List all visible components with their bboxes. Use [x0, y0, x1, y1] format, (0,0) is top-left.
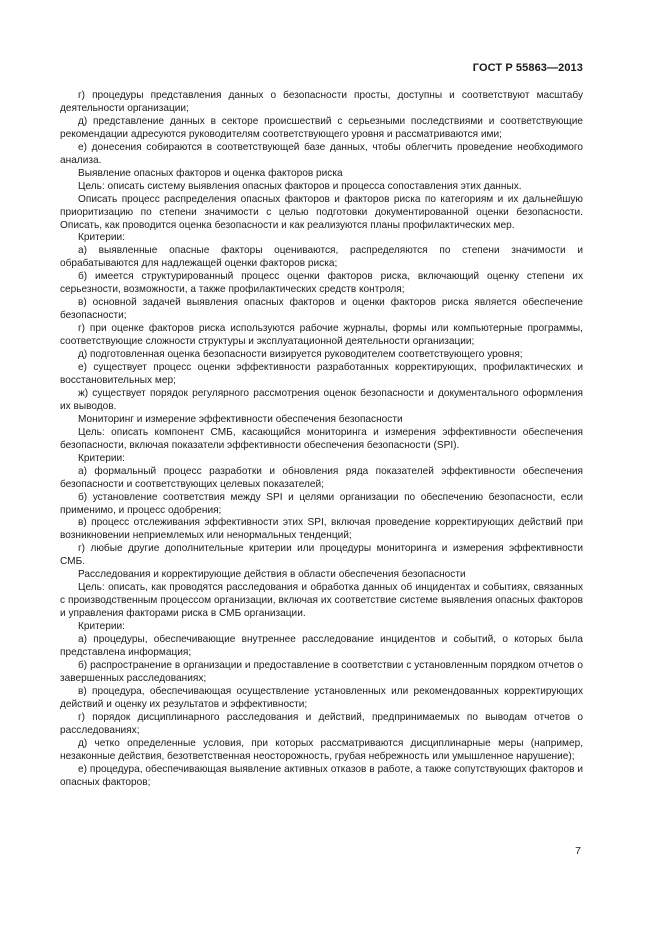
paragraph: Цель: описать систему выявления опасных факторов и процесса сопоставления этих данных. — [78, 180, 522, 192]
section-heading: Выявление опасных факторов и оценка факторов риска — [78, 167, 343, 179]
criteria-label: Критерии: — [78, 621, 125, 633]
list-item: г) порядок дисциплинарного расследования и действий, предпринимаемых по выводам отчетов о расследованиях; — [60, 711, 583, 736]
list-item: ж) существует порядок регулярного рассмотрения оценок безопасности и документального оформления их выводов. — [60, 387, 583, 412]
page-number: 7 — [575, 845, 581, 857]
list-item: е) существует процесс оценки эффективности разработанных корректирующих, профилактических и восстановительных мер; — [60, 362, 583, 386]
list-item: в) основной задачей выявления опасных факторов и оценки факторов риска является обеспечение безопасности; — [60, 297, 583, 322]
list-item: г) при оценке факторов риска используются рабочие журналы, формы или компьютерные программы, соответствующие сложности структуры и эксплуатационной деятельности организации; — [60, 323, 583, 348]
paragraph: г) процедуры представления данных о безопасности просты, доступны и соответствуют масштабу деятельности организации; — [60, 90, 583, 114]
list-item: д) четко определенные условия, при которых рассматриваются дисциплинарные меры (например, незаконные действия, безответственная неосторожность, грубая небрежность или умышленное нарушение); — [60, 737, 583, 762]
paragraph: д) представление данных в секторе происшествий с серьезными последствиями и соответствующие рекомендации адресуются руководителям соответствующего уровня и рассматриваются ими; — [60, 115, 583, 140]
section-heading: Расследования и корректирующие действия в области обеспечения безопасности — [78, 569, 466, 581]
criteria-label: Критерии: — [78, 232, 125, 244]
list-item: б) распространение в организации и предоставление в соответствии с установленным порядком отчетов о завершенных расследованиях; — [60, 659, 583, 684]
list-item: а) формальный процесс разработки и обновления ряда показателей эффективности обеспечения безопасности и соответствующих целевых показателей; — [60, 465, 583, 490]
list-item: б) установление соответствия между SPI и целями организации по обеспечению безопасности, если применимо, и процесс одобрения; — [60, 491, 583, 516]
paragraph: е) донесения собираются в соответствующей базе данных, чтобы облегчить проведение необходимого анализа. — [60, 141, 583, 166]
list-item: б) имеется структурированный процесс оценки факторов риска, включающий оценку степени их серьезности, возможности, а также профилактических средств контроля; — [60, 271, 583, 296]
document-body — [60, 90, 583, 789]
list-item: в) процедура, обеспечивающая осуществление установленных или рекомендованных корректирующих действий и оценку их результатов и эффективности; — [60, 685, 583, 710]
paragraph: Цель: описать, как проводятся расследования и обработка данных об инцидентах и событиях, связанных с производственным процессом организации, включая их соответствие системе выявления опасных факторов и управления факторами риска в СМБ организации. — [60, 582, 583, 620]
paragraph: Описать процесс распределения опасных факторов и факторов риска по категориям и их дальнейшую приоритизацию по степени значимости с целью подготовки документированной оценки безопасности. Описать, как проводится оценка безопасности и как реализуются планы профилактических мер. — [60, 193, 583, 231]
paragraph: Цель: описать компонент СМБ, касающийся мониторинга и измерения эффективности обеспечения безопасности, включая показатели эффективности обеспечения безопасности (SPI). — [60, 426, 583, 451]
list-item: е) процедура, обеспечивающая выявление активных отказов в работе, а также сопутствующих факторов и опасных факторов; — [60, 763, 583, 788]
criteria-label: Критерии: — [78, 452, 125, 464]
section-heading: Мониторинг и измерение эффективности обеспечения безопасности — [78, 413, 403, 425]
list-item: а) выявленные опасные факторы оцениваются, распределяются по степени значимости и обрабатываются для надлежащей оценки факторов риска; — [60, 245, 583, 270]
list-item: в) процесс отслеживания эффективности этих SPI, включая проведение корректирующих действий при возникновении неприемлемых или ненормальных тенденций; — [60, 517, 583, 542]
list-item: а) процедуры, обеспечивающие внутреннее расследование инцидентов и событий, о которых была представлена информация; — [60, 634, 583, 658]
list-item: г) любые другие дополнительные критерии или процедуры мониторинга и измерения эффективности СМБ. — [60, 543, 583, 568]
standard-code-header: ГОСТ Р 55863—2013 — [472, 62, 583, 74]
list-item: д) подготовленная оценка безопасности визируется руководителем соответствующего уровня; — [78, 349, 523, 361]
